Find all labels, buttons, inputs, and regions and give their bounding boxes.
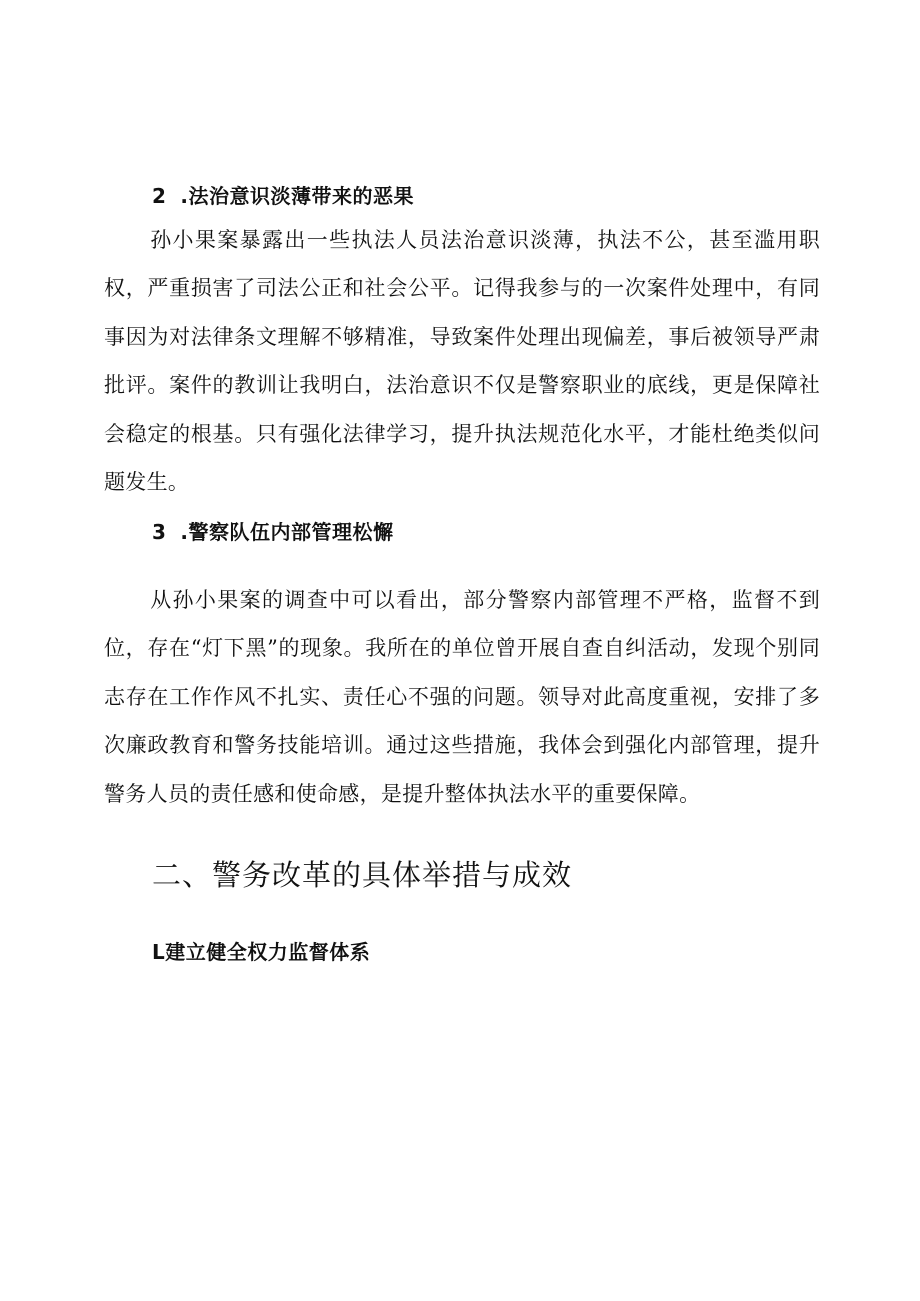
section-3-heading bbox=[152, 519, 394, 545]
section-2-number: 2 bbox=[152, 184, 167, 208]
section-2-heading bbox=[152, 183, 414, 209]
major-section-heading: 二、警务改革的具体举措与成效 bbox=[152, 858, 573, 892]
section-3-title: .警察队伍内部管理松懈 bbox=[180, 520, 394, 544]
section-3-number: 3 bbox=[152, 520, 167, 544]
section-2-title: .法治意识淡薄带来的恶果 bbox=[180, 184, 415, 208]
subsection-1-heading: L建立健全权力监督体系 bbox=[152, 940, 371, 964]
section-2-paragraph: 孙小果案暴露出一些执法人员法治意识淡薄，执法不公，甚至滥用职权，严重损害了司法公正和社会公平。记得我参与的一次案件处理中，有同事因为对法律条文理解不够精准，导致案件处理出现偏差，事后被领导严肃批评。案件的教训让我明白，法治意识不仅是警察职业的底线，更是保障社会稳定的根基。只有强化法律学习，提升执法规范化水平，才能杜绝类似问题发生。 bbox=[104, 228, 820, 495]
section-3-paragraph: 从孙小果案的调查中可以看出，部分警察内部管理不严格，监督不到位，存在“灯下黑”的现象。我所在的单位曾开展自查自纠活动，发现个别同志存在工作作风不扎实、责任心不强的问题。领导对此高度重视，安排了多次廉政教育和警务技能培训。通过这些措施，我体会到强化内部管理，提升警务人员的责任感和使命感，是提升整体执法水平的重要保障。 bbox=[104, 588, 820, 806]
